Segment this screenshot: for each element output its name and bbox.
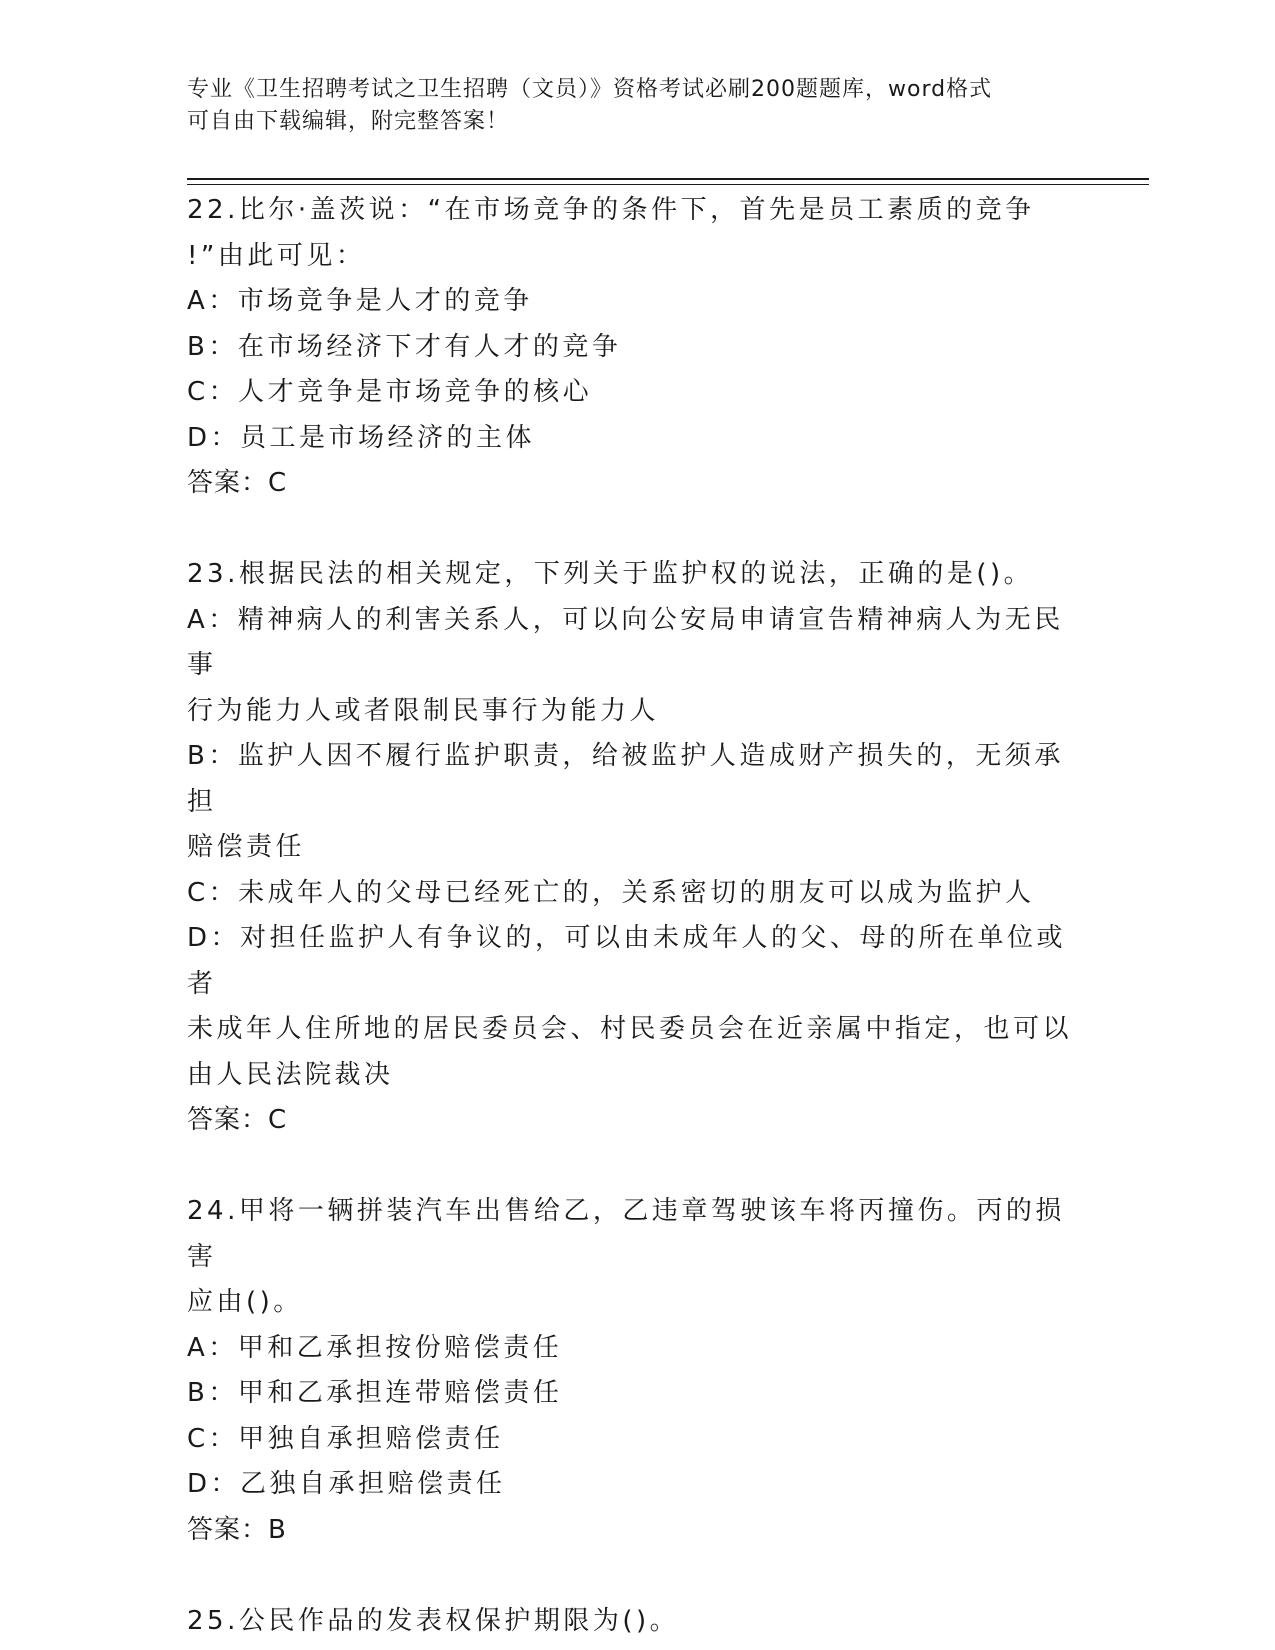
header-divider-thick [187,178,1149,180]
option-b: B：甲和乙承担连带赔偿责任 [187,1378,563,1408]
option-d: 由人民法院裁决 [187,1059,394,1090]
option-d: 未成年人住所地的居民委员会、村民委员会在近亲属中指定，也可以 [187,1014,1073,1044]
document-header [187,74,1067,138]
question-stem: 22.比尔·盖茨说：“在市场竞争的条件下，首先是员工素质的竞争 [187,195,1035,225]
question-24 [187,1189,1087,1553]
question-stem: 23.根据民法的相关规定，下列关于监护权的说法，正确的是()。 [187,559,1034,589]
option-a: 行为能力人或者限制民事行为能力人 [187,695,660,726]
answer: 答案：C [187,1105,288,1135]
answer: 答案：B [187,1514,287,1545]
option-c: C：未成年人的父母已经死亡的，关系密切的朋友可以成为监护人 [187,877,1035,908]
option-b: 赔偿责任 [187,832,306,862]
question-25 [187,1599,1087,1645]
option-a: A：甲和乙承担按份赔偿责任 [187,1332,563,1363]
question-list [187,188,1087,1644]
header-line: 可自由下载编辑，附完整答案！ [187,109,510,134]
option-c: C：人才竞争是市场竞争的核心 [187,377,593,407]
option-a: A：精神病人的利害关系人，可以向公安局申请宣告精神病人为无民事 [187,604,1064,680]
option-d: D：乙独自承担赔偿责任 [187,1469,506,1499]
question-stem: 24.甲将一辆拼装汽车出售给乙，乙违章驾驶该车将丙撞伤。丙的损害 [187,1196,1065,1272]
option-d: D：员工是市场经济的主体 [187,422,536,453]
question-stem: 应由()。 [187,1287,303,1317]
question-stem: 25.公民作品的发表权保护期限为()。 [187,1605,680,1636]
option-c: C：甲独自承担赔偿责任 [187,1423,504,1454]
question-22 [187,188,1087,507]
option-b: B：监护人因不履行监护职责，给被监护人造成财产损失的，无须承担 [187,741,1064,817]
header-divider-thin [187,184,1149,185]
option-b: B：在市场经济下才有人才的竞争 [187,331,622,362]
question-23 [187,552,1087,1144]
question-stem: !”由此可见： [187,240,366,271]
answer: 答案：C [187,468,288,498]
option-d: D：对担任监护人有争议的，可以由未成年人的父、母的所在单位或者 [187,923,1067,999]
option-a: A：市场竞争是人才的竞争 [187,286,533,316]
header-line: 专业《卫生招聘考试之卫生招聘（文员）》资格考试必刷200题题库，word格式 [187,77,993,102]
